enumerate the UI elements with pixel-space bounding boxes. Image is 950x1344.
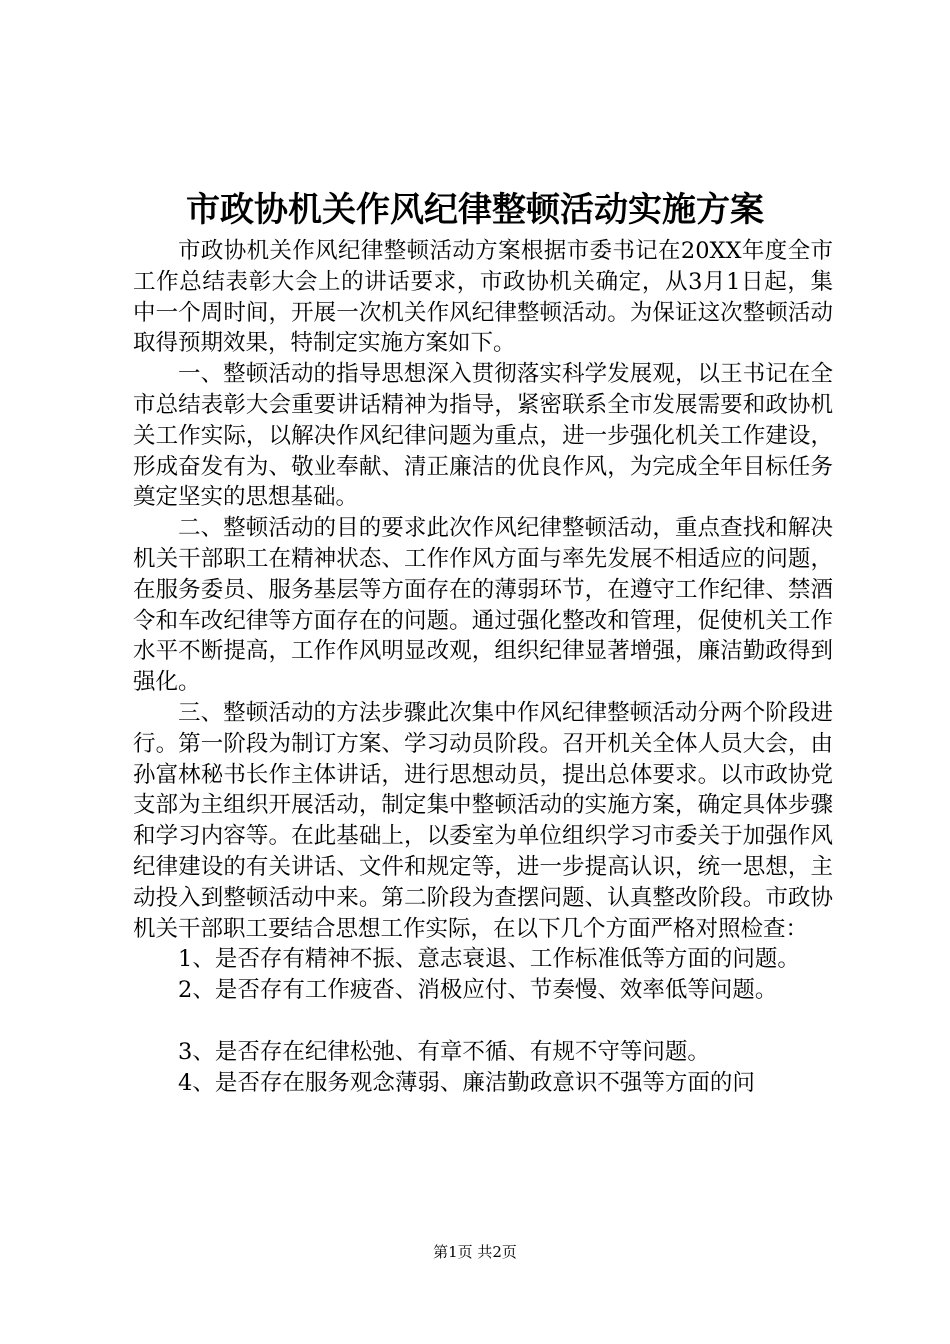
list-item-4: 4、是否存在服务观念薄弱、廉洁勤政意识不强等方面的问 (178, 1069, 755, 1096)
paragraph-methods: 三、整顿活动的方法步骤此次集中作风纪律整顿活动分两个阶段进行。第一阶段为制订方案、学习动员阶段。召开机关全体人员大会，由孙富林秘书长作主体讲话，进行思想动员，提出总体要求。以市政协党支部为主组织开展活动，制定集中整顿活动的实施方案，确定具体步骤和学习内容等。在此基础上，以委室为单位组织学习市委关于加强作风纪律建设的有关讲话、文件和规定等，进一步提高认识，统一思想，主动投入到整顿活动中来。第二阶段为查摆问题、认真整改阶段。市政协机关干部职工要结合思想工作实际，在以下几个方面严格对照检查： (133, 699, 833, 942)
document-body (133, 236, 833, 1098)
page-footer: 第1页 共2页 (433, 1243, 517, 1261)
paragraph-intro: 市政协机关作风纪律整顿活动方案根据市委书记在20XX年度全市工作总结表彰大会上的讲话要求，市政协机关确定，从3月1日起，集中一个周时间，开展一次机关作风纪律整顿活动。为保证这次整顿活动取得预期效果，特制定实施方案如下。 (133, 238, 833, 357)
list-item-1: 1、是否存有精神不振、意志衰退、工作标准低等方面的问题。 (178, 946, 800, 973)
paragraph-guiding-thought: 一、整顿活动的指导思想深入贯彻落实科学发展观，以王书记在全市总结表彰大会重要讲话精神为指导，紧密联系全市发展需要和政协机关工作实际，以解决作风纪律问题为重点，进一步强化机关工作建设，形成奋发有为、敬业奉献、清正廉洁的优良作风，为完成全年目标任务奠定坚实的思想基础。 (133, 361, 833, 511)
paragraph-objectives: 二、整顿活动的目的要求此次作风纪律整顿活动，重点查找和解决机关干部职工在精神状态、工作作风方面与率先发展不相适应的问题，在服务委员、服务基层等方面存在的薄弱环节，在遵守工作纪律、禁酒令和车改纪律等方面存在的问题。通过强化整改和管理，促使机关工作水平不断提高，工作作风明显改观，组织纪律显著增强，廉洁勤政得到强化。 (133, 515, 833, 696)
blank-line (133, 1006, 833, 1037)
document-title: 市政协机关作风纪律整顿活动实施方案 (186, 190, 764, 230)
list-item-3: 3、是否存在纪律松弛、有章不循、有规不守等问题。 (178, 1038, 710, 1065)
list-item-2: 2、是否存有工作疲沓、消极应付、节奏慢、效率低等问题。 (178, 977, 778, 1004)
